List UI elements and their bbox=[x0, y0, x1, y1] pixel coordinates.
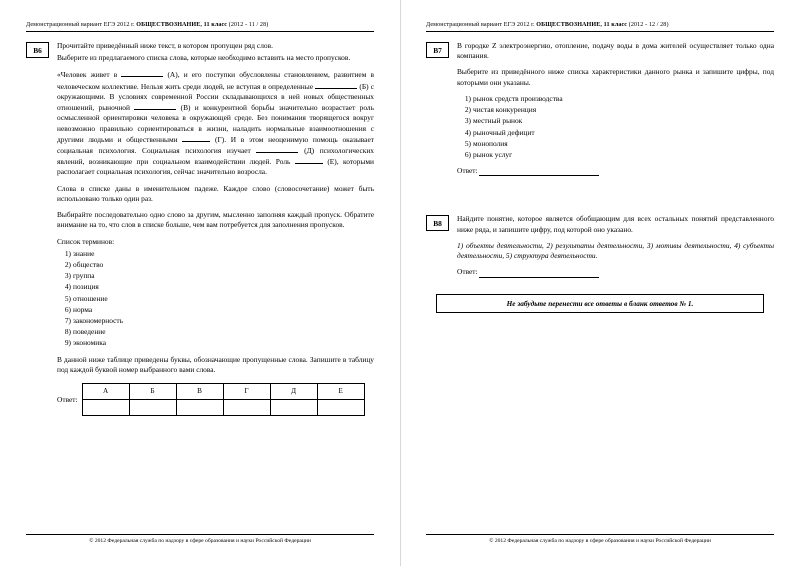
list-item bbox=[64, 271, 374, 281]
option-label: группа bbox=[73, 271, 95, 281]
page-footer-left: © 2012 Федеральная служба по надзору в сфере образования и науки Российской Федерации bbox=[26, 534, 374, 544]
answer-value-cell[interactable] bbox=[129, 400, 176, 416]
option-number: 3) bbox=[64, 271, 71, 281]
task-b6 bbox=[26, 41, 374, 416]
list-item bbox=[64, 259, 374, 270]
passage-blank-b bbox=[315, 81, 357, 89]
list-item bbox=[64, 248, 374, 259]
section-spacer bbox=[426, 188, 774, 214]
task-b6-options bbox=[57, 249, 374, 349]
passage-blank-a bbox=[121, 69, 163, 77]
passage-blank-g bbox=[182, 134, 210, 142]
page-right bbox=[400, 0, 800, 566]
task-b6-answer-row bbox=[57, 383, 374, 416]
list-item bbox=[464, 138, 774, 149]
header-pagination: (2012 - 11 / 28) bbox=[228, 22, 269, 28]
passage-seg-2: (А), и его поступки обусловлены становлением, развитием в человеческом коллективе. Нельзя жить среди людей, не вступая в определенные bbox=[57, 70, 374, 91]
transfer-answers-notice: Не забудьте перенести все ответы в бланк ответов № 1. bbox=[436, 294, 764, 313]
table-row bbox=[82, 400, 364, 416]
option-label: закономерность bbox=[73, 316, 123, 326]
header-subject: ОБЩЕСТВОЗНАНИЕ, 11 класс bbox=[136, 22, 228, 28]
option-label: чистая конкуренция bbox=[473, 105, 537, 115]
list-item bbox=[464, 116, 774, 126]
passage-seg-3: (Б) с окружающими. В условиях современной России складывающихся в ней новых общественных отношений, рыночной bbox=[57, 81, 375, 113]
answer-value-cell[interactable] bbox=[223, 400, 270, 416]
option-number: 4) bbox=[464, 127, 471, 137]
task-b6-intro-1: Прочитайте приведённый ниже текст, в котором пропущен ряд слов. bbox=[57, 41, 273, 50]
answer-label: Ответ: bbox=[457, 166, 478, 176]
task-b7-options bbox=[457, 94, 774, 160]
option-number: 2) bbox=[464, 105, 471, 115]
option-number: 6) bbox=[464, 149, 471, 159]
list-item bbox=[464, 149, 774, 160]
option-number: 5) bbox=[464, 138, 471, 148]
task-code-b8: В8 bbox=[426, 215, 449, 231]
header-prefix: Демонстрационный вариант ЕГЭ 2012 г. bbox=[26, 22, 135, 28]
answer-header-cell: Г bbox=[223, 384, 270, 400]
task-body-b7 bbox=[457, 41, 774, 176]
option-label: норма bbox=[73, 304, 93, 314]
option-label: рынок услуг bbox=[473, 149, 513, 159]
option-number: 9) bbox=[64, 338, 71, 348]
option-number: 5) bbox=[64, 293, 71, 303]
answer-label: Ответ: bbox=[57, 394, 78, 404]
answer-value-cell[interactable] bbox=[176, 400, 223, 416]
list-item bbox=[64, 316, 374, 326]
page-header-right bbox=[426, 22, 774, 32]
answer-header-cell: Е bbox=[317, 384, 364, 400]
answer-value-cell[interactable] bbox=[270, 400, 317, 416]
list-item bbox=[64, 304, 374, 315]
task-b8-intro: Найдите понятие, которое является обобщающим для всех остальных понятий представленного ниже ряда, и запишите цифру, под которой оно указано. bbox=[457, 214, 774, 234]
page-footer-right: © 2012 Федеральная служба по надзору в сфере образования и науки Российской Федерации bbox=[426, 534, 774, 544]
option-number: 2) bbox=[64, 259, 71, 269]
passage-seg-4: (В) и конкурентной борьбы значительно возрастает роль осмысленной ориентировки человека в окружающей среде. Без понимания творящегося вокруг невозможно правильно сориентироваться в жизни, наладить нормальные взаимоотношения с другими людьми и общественными bbox=[57, 103, 374, 144]
task-b8 bbox=[426, 214, 774, 277]
option-label: поведение bbox=[73, 327, 106, 337]
task-code-b7: В7 bbox=[426, 42, 449, 58]
task-b6-para-3: Выбирайте последовательно одно слово за другим, мысленно заполняя каждый пропуск. Обратите внимание на то, что слов в списке больше, чем вам потребуется для заполнения пропусков. bbox=[57, 210, 374, 230]
option-number: 3) bbox=[464, 116, 471, 126]
option-number: 4) bbox=[64, 282, 71, 292]
option-label: местный рынок bbox=[473, 116, 523, 126]
answer-value-cell[interactable] bbox=[317, 400, 364, 416]
answer-value-cell[interactable] bbox=[82, 400, 129, 416]
task-body-b8 bbox=[457, 214, 774, 277]
answer-header-cell: Б bbox=[129, 384, 176, 400]
list-item bbox=[464, 105, 774, 115]
passage-blank-v bbox=[134, 102, 176, 110]
header-subject: ОБЩЕСТВОЗНАНИЕ, 11 класс bbox=[536, 22, 628, 28]
passage-blank-d bbox=[256, 145, 298, 153]
task-b8-items: 1) объекты деятельности, 2) результаты деятельности, 3) мотивы деятельности, 4) субъекты деятельности, 5) структура деятельности. bbox=[457, 240, 774, 261]
list-item bbox=[64, 338, 374, 348]
list-item bbox=[464, 93, 774, 104]
header-pagination: (2012 - 12 / 28) bbox=[628, 22, 669, 28]
option-number: 8) bbox=[64, 327, 71, 337]
option-label: позиция bbox=[73, 282, 99, 292]
list-item bbox=[64, 327, 374, 337]
list-item bbox=[64, 293, 374, 304]
task-b6-list-title: Список терминов: bbox=[57, 236, 115, 246]
option-label: рыночный дефицит bbox=[473, 127, 535, 137]
task-b6-table-intro: В данной ниже таблице приведены буквы, обозначающие пропущенные слова. Запишите в таблицу под каждой буквой номер выбранного вами слова. bbox=[57, 354, 374, 374]
list-item bbox=[64, 282, 374, 292]
answer-header-cell: Д bbox=[270, 384, 317, 400]
answer-input[interactable] bbox=[479, 167, 599, 176]
passage-blank-e bbox=[295, 156, 323, 164]
header-prefix: Демонстрационный вариант ЕГЭ 2012 г. bbox=[426, 22, 535, 28]
task-b6-intro-2: Выберите из предлагаемого списка слова, которые необходимо вставить на место пропусков. bbox=[57, 53, 351, 63]
passage-seg-5: (Г). И в этом неоценимую помощь оказывает социальная психология. Социальная психология изучает bbox=[57, 134, 374, 155]
task-b8-answer[interactable] bbox=[457, 267, 774, 277]
task-b7 bbox=[426, 41, 774, 176]
task-b6-para-2: Слова в списке даны в именительном падеже. Каждое слово (словосочетание) может быть использовано только один раз. bbox=[57, 183, 374, 203]
answer-header-cell: А bbox=[82, 384, 129, 400]
option-label: знание bbox=[73, 248, 95, 258]
task-code-b6: В6 bbox=[26, 42, 49, 58]
passage-seg-1: «Человек живет в bbox=[57, 70, 118, 80]
passage-seg-7: (Е), которыми располагает социальная психология, сейчас значительно возросла. bbox=[57, 157, 374, 177]
answer-header-cell: В bbox=[176, 384, 223, 400]
task-b7-intro-2: Выберите из приведённого ниже списка характеристики данного рынка и запишите цифры, под которыми они указаны. bbox=[457, 67, 774, 87]
answer-table[interactable] bbox=[82, 383, 365, 416]
passage-seg-6: (Д) психологических явлений, возникающие при социальном взаимодействии людей. Роль bbox=[57, 145, 374, 167]
option-label: монополия bbox=[473, 138, 508, 148]
option-number: 1) bbox=[64, 248, 71, 258]
task-b7-answer[interactable] bbox=[457, 166, 774, 176]
option-label: отношение bbox=[73, 293, 108, 303]
option-number: 1) bbox=[464, 93, 471, 103]
answer-label: Ответ: bbox=[457, 267, 478, 277]
page-header-left bbox=[26, 22, 374, 32]
option-number: 6) bbox=[64, 304, 71, 314]
task-b6-passage bbox=[57, 69, 374, 177]
option-label: общество bbox=[73, 259, 104, 269]
task-b7-intro-1: В городке Z электроэнергию, отопление, подачу воды в дома жителей осуществляет только одна компания. bbox=[457, 41, 774, 61]
option-label: экономика bbox=[73, 338, 106, 348]
list-item bbox=[464, 127, 774, 138]
option-number: 7) bbox=[64, 316, 71, 326]
table-row bbox=[82, 384, 364, 400]
task-body-b6 bbox=[57, 41, 374, 416]
option-label: рынок средств производства bbox=[473, 93, 563, 103]
answer-input[interactable] bbox=[479, 269, 599, 278]
